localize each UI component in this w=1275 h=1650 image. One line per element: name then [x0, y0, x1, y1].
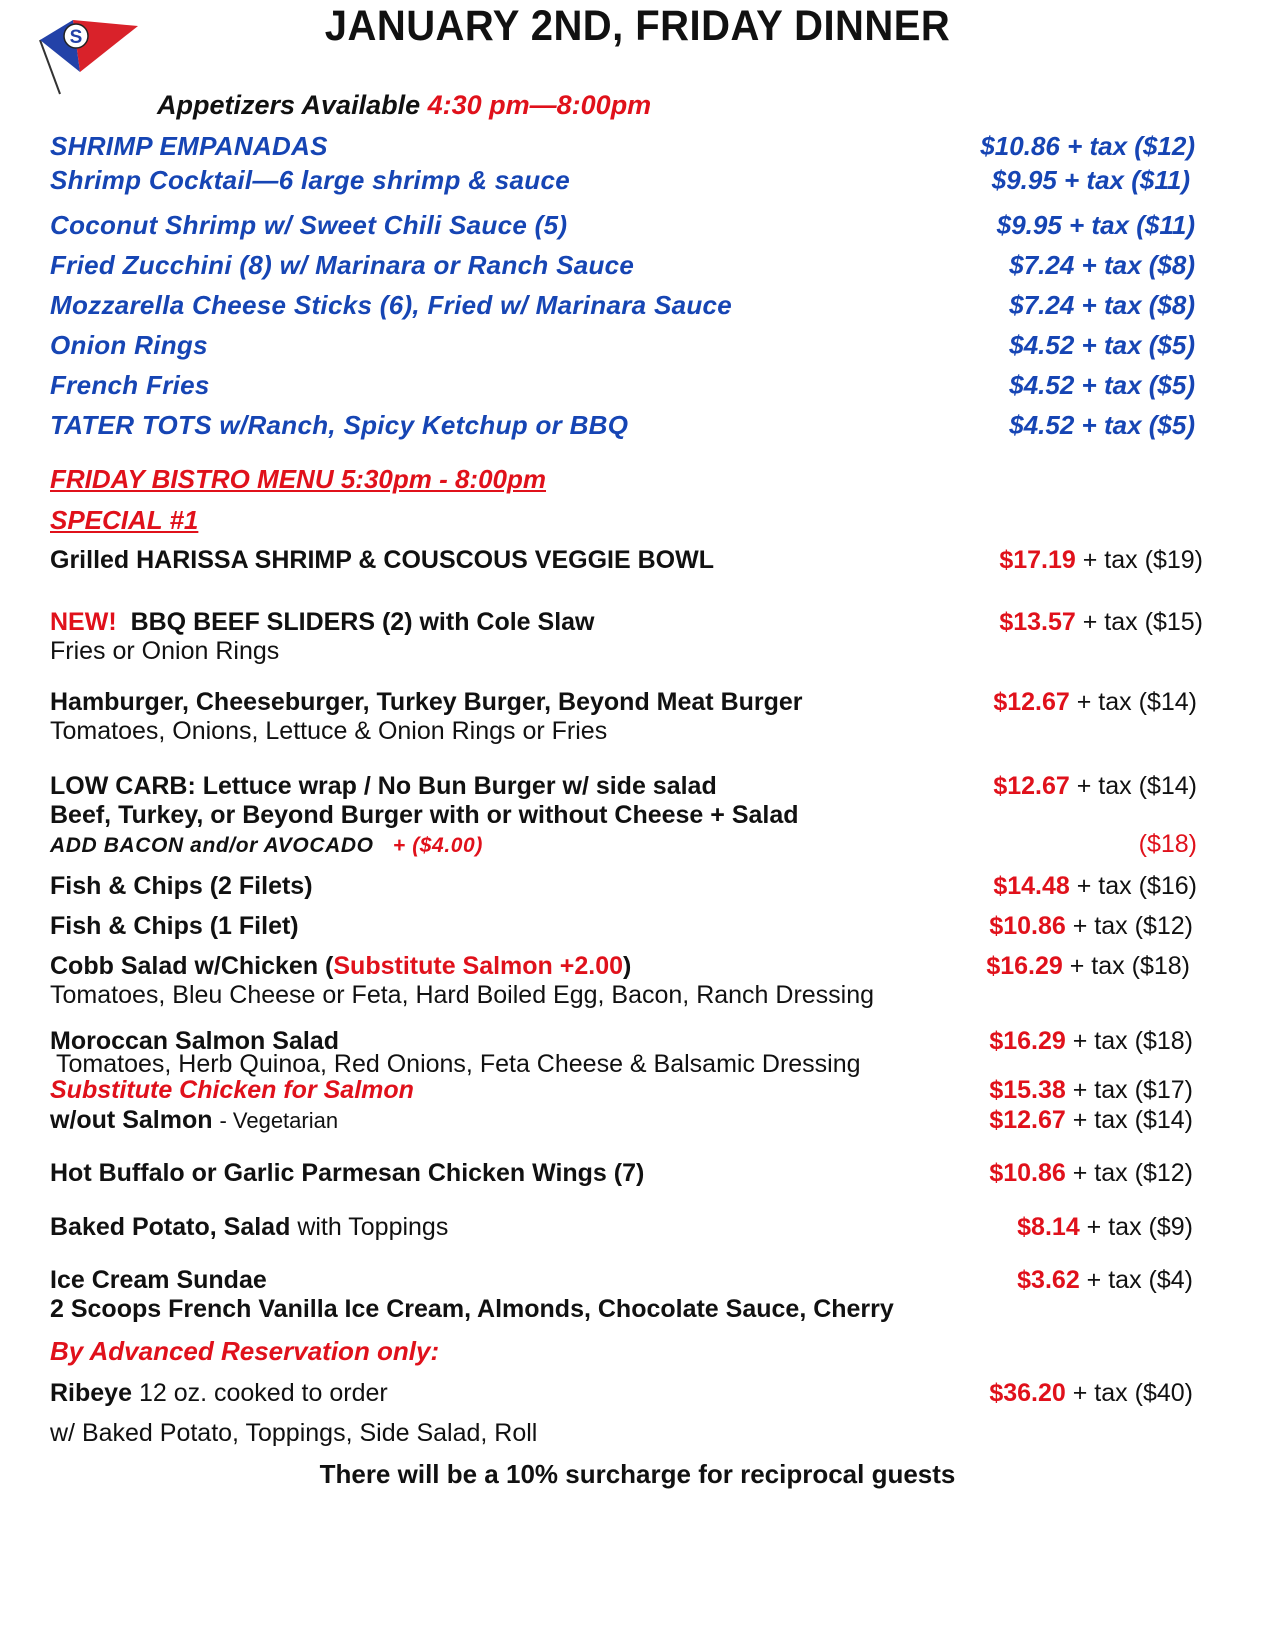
menu-item-description: Tomatoes, Herb Quinoa, Red Onions, Feta Cheese & Balsamic Dressing	[56, 1050, 861, 1078]
menu-item-price: $15.38 + tax ($17)	[989, 1076, 1193, 1104]
appetizer-price: $7.24 + tax ($8)	[1009, 250, 1195, 280]
menu-item-name: Fish & Chips (2 Filets)	[50, 872, 313, 900]
menu-item-name: Fish & Chips (1 Filet)	[50, 912, 299, 940]
appetizers-hours: 4:30 pm—8:00pm	[427, 90, 652, 120]
appetizer-price: $9.95 + tax ($11)	[996, 210, 1195, 240]
menu-item-price: $10.86 + tax ($12)	[989, 1159, 1193, 1187]
menu-item-name: Ice Cream Sundae	[50, 1266, 267, 1294]
menu-item-name: Cobb Salad w/Chicken (Substitute Salmon +2.00)	[50, 952, 632, 980]
menu-item-price: $14.48 + tax ($16)	[993, 872, 1197, 900]
substitute-note: Substitute Salmon +2.00	[333, 952, 624, 980]
menu-item-price: $16.29 + tax ($18)	[989, 1027, 1193, 1055]
menu-item-name: Hamburger, Cheeseburger, Turkey Burger, Beyond Meat Burger	[50, 688, 803, 716]
appetizers-heading	[157, 90, 651, 121]
reservation-heading: By Advanced Reservation only:	[50, 1336, 440, 1366]
appetizer-name: Fried Zucchini (8) w/ Marinara or Ranch Sauce	[50, 250, 635, 280]
appetizer-name: SHRIMP EMPANADAS	[50, 131, 328, 161]
menu-item-price: $3.62 + tax ($4)	[1017, 1266, 1193, 1294]
menu-item-description: Tomatoes, Bleu Cheese or Feta, Hard Boiled Egg, Bacon, Ranch Dressing	[50, 981, 875, 1009]
appetizer-name: Onion Rings	[50, 330, 208, 360]
menu-item-name: NEW! BBQ BEEF SLIDERS (2) with Cole Slaw	[50, 608, 595, 636]
menu-item-price: $10.86 + tax ($12)	[989, 912, 1193, 940]
appetizer-price: $10.86 + tax ($12)	[980, 131, 1195, 161]
addon-total: ($18)	[1138, 830, 1197, 858]
appetizer-name: Coconut Shrimp w/ Sweet Chili Sauce (5)	[50, 210, 568, 240]
menu-item-name: LOW CARB: Lettuce wrap / No Bun Burger w/ side salad	[50, 772, 717, 800]
menu-item-price: $17.19 + tax ($19)	[999, 546, 1203, 574]
menu-item-price: $12.67 + tax ($14)	[993, 688, 1197, 716]
new-badge: NEW!	[50, 608, 117, 636]
menu-item-description: 2 Scoops French Vanilla Ice Cream, Almonds, Chocolate Sauce, Cherry	[50, 1295, 894, 1323]
menu-item-description: Tomatoes, Onions, Lettuce & Onion Rings or Fries	[50, 717, 608, 745]
menu-item-description: Beef, Turkey, or Beyond Burger with or without Cheese + Salad	[50, 801, 799, 829]
menu-item-price: $8.14 + tax ($9)	[1017, 1213, 1193, 1241]
menu-item-name: Baked Potato, Salad with Toppings	[50, 1213, 449, 1241]
menu-item-price: $12.67 + tax ($14)	[989, 1106, 1193, 1134]
menu-item-price: $16.29 + tax ($18)	[986, 952, 1190, 980]
appetizer-name: Mozzarella Cheese Sticks (6), Fried w/ Marinara Sauce	[50, 290, 733, 320]
menu-item-name: w/out Salmon - Vegetarian	[50, 1106, 339, 1134]
menu-item-name: Grilled HARISSA SHRIMP & COUSCOUS VEGGIE BOWL	[50, 546, 714, 574]
addon-line: ADD BACON and/or AVOCADO + ($4.00)	[50, 834, 483, 857]
appetizer-price: $4.52 + tax ($5)	[1009, 370, 1195, 400]
appetizer-name: French Fries	[50, 370, 210, 400]
appetizer-price: $4.52 + tax ($5)	[1009, 410, 1195, 440]
special-heading: SPECIAL #1	[50, 505, 199, 535]
appetizer-price: $4.52 + tax ($5)	[1009, 330, 1195, 360]
menu-item-name: Hot Buffalo or Garlic Parmesan Chicken Wings (7)	[50, 1159, 645, 1187]
appetizer-price: $9.95 + tax ($11)	[991, 165, 1190, 195]
appetizer-price: $7.24 + tax ($8)	[1009, 290, 1195, 320]
menu-item-price: $12.67 + tax ($14)	[993, 772, 1197, 800]
menu-item-price: $36.20 + tax ($40)	[989, 1379, 1193, 1407]
menu-item-name: Moroccan Salmon Salad	[50, 1027, 339, 1055]
menu-item-price: $13.57 + tax ($15)	[999, 608, 1203, 636]
menu-item-description: Fries or Onion Rings	[50, 637, 280, 665]
appetizer-name: Shrimp Cocktail—6 large shrimp & sauce	[50, 165, 571, 195]
substitute-chicken: Substitute Chicken for Salmon	[50, 1076, 414, 1104]
surcharge-notice: There will be a 10% surcharge for reciprocal guests	[319, 1459, 956, 1489]
appetizers-label: Appetizers Available	[157, 90, 421, 120]
page-title: JANUARY 2ND, FRIDAY DINNER	[324, 2, 951, 50]
logo-letter: S	[69, 27, 83, 48]
appetizer-name: TATER TOTS w/Ranch, Spicy Ketchup or BBQ	[50, 410, 629, 440]
bistro-heading: FRIDAY BISTRO MENU 5:30pm - 8:00pm	[50, 464, 547, 494]
menu-item-name: Ribeye 12 oz. cooked to order	[50, 1379, 388, 1407]
menu-item-description: w/ Baked Potato, Toppings, Side Salad, Roll	[50, 1419, 538, 1447]
